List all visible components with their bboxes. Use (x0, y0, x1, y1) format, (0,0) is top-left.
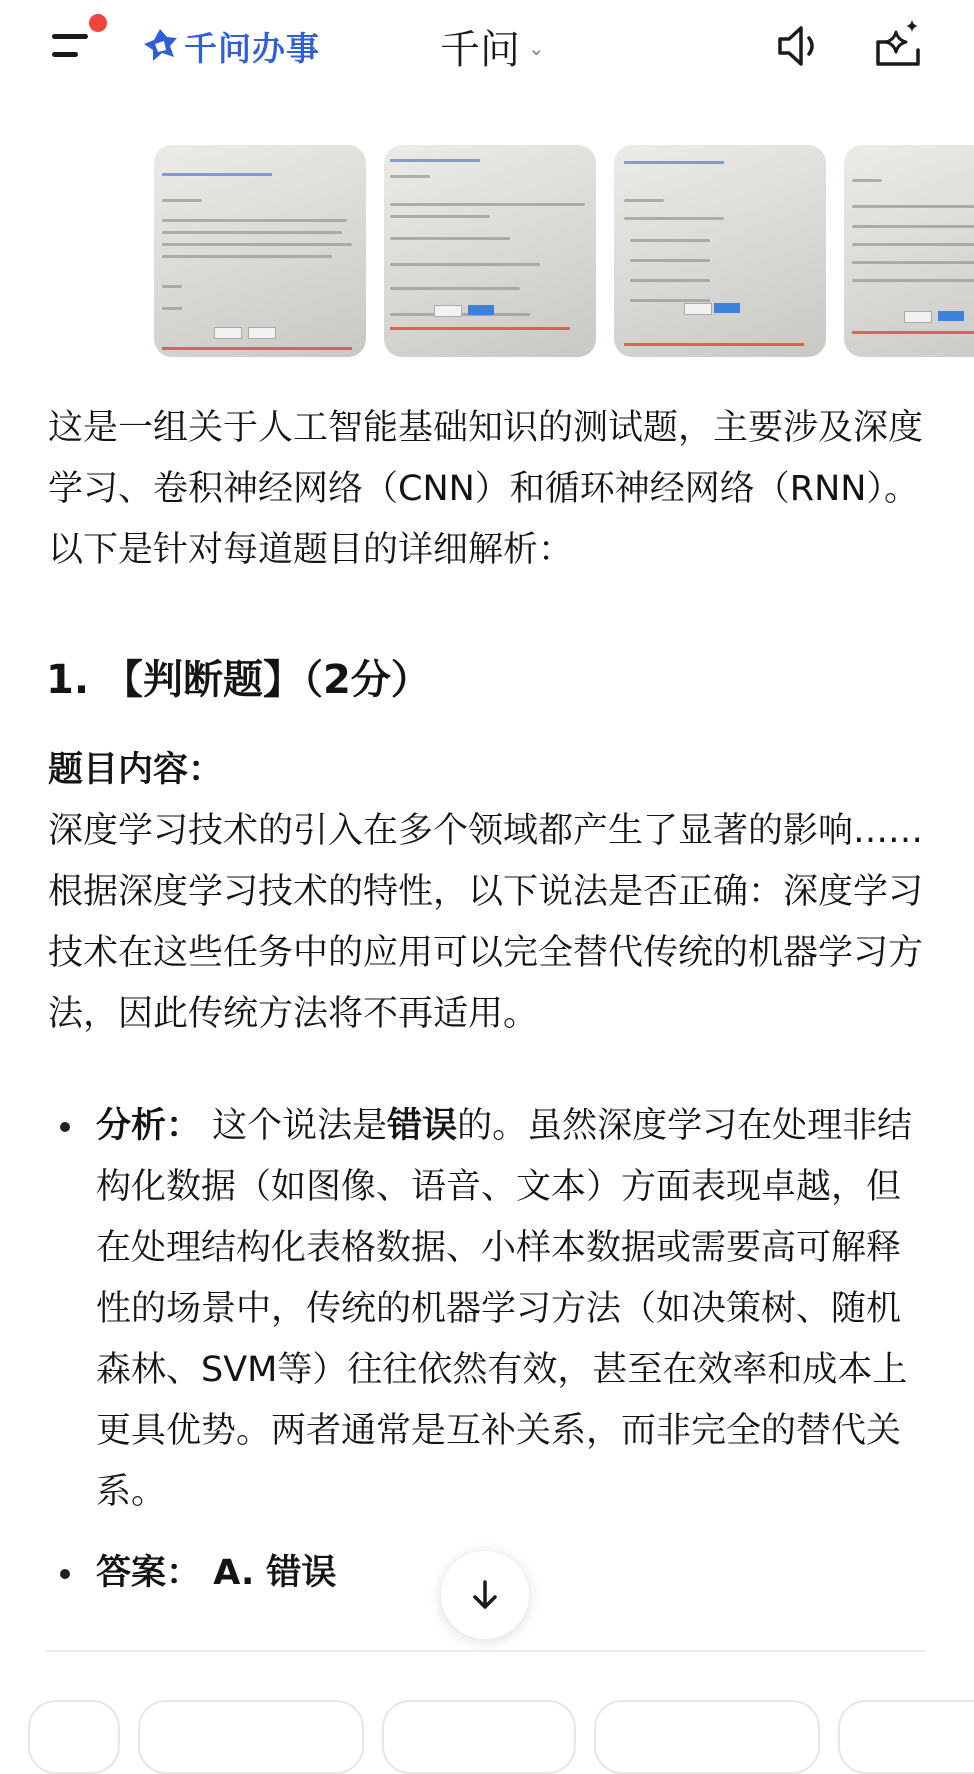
app-header (0, 0, 974, 96)
bullet-dot (60, 1569, 70, 1579)
question-content-label: 题目内容： (48, 750, 224, 790)
page-title: 千问 (440, 26, 520, 73)
analysis-text-bold: 错误 (387, 1106, 458, 1146)
model-selector[interactable] (440, 18, 545, 74)
analysis-item (96, 1096, 926, 1523)
brand-link[interactable] (140, 24, 320, 68)
bullet-dot (60, 1122, 70, 1132)
analysis-text-post: 的。虽然深度学习在处理非结构化数据（如图像、语音、文本）方面表现卓越，但在处理结构化表格数据、小样本数据或需要高可解释性的场景中，传统的机器学习方法（如决策树、随机森林、SVM等）往往依然有效，甚至在效率和成本上更具优势。两者通常是互补关系，而非完全的替代关系。 (96, 1106, 913, 1512)
suggestion-chip[interactable] (138, 1700, 364, 1774)
image-thumbnail[interactable] (844, 145, 974, 357)
intro-paragraph: 这是一组关于人工智能基础知识的测试题，主要涉及深度学习、卷积神经网络（CNN）和循环神经网络（RNN）。以下是针对每道题目的详细解析： (48, 408, 924, 570)
menu-icon (52, 34, 88, 39)
suggestion-chip[interactable] (382, 1700, 576, 1774)
chevron-down-icon: ⌄ (528, 36, 545, 60)
divider (46, 1650, 926, 1652)
speaker-icon[interactable] (772, 20, 824, 72)
image-thumbnail[interactable] (384, 145, 596, 357)
notification-dot (89, 14, 107, 32)
image-thumbnail[interactable] (154, 145, 366, 357)
qianwen-logo-icon (140, 26, 180, 66)
menu-button[interactable] (46, 26, 96, 66)
question-content: 深度学习技术的引入在多个领域都产生了显著的影响……根据深度学习技术的特性，以下说法是否正确：深度学习技术在这些任务中的应用可以完全替代传统的机器学习方法，因此传统方法将不再适用。 (48, 811, 924, 1034)
attached-images (154, 145, 974, 360)
question-heading: 1. 【判断题】（2分） (46, 657, 431, 703)
image-thumbnail[interactable] (614, 145, 826, 357)
answer-value: A. 错误 (201, 1553, 337, 1593)
suggestion-chip[interactable] (594, 1700, 820, 1774)
analysis-label: 分析： (96, 1106, 202, 1146)
sparkle-edit-icon[interactable] (870, 16, 926, 72)
suggestion-chip[interactable] (838, 1700, 974, 1774)
analysis-text-pre: 这个说法是 (201, 1106, 388, 1146)
arrow-down-icon (467, 1577, 503, 1613)
menu-icon-bar (52, 52, 78, 57)
scroll-to-bottom-button[interactable] (441, 1551, 529, 1639)
suggestion-chip[interactable] (28, 1700, 120, 1774)
brand-name: 千问办事 (184, 28, 320, 68)
answer-label: 答案： (96, 1553, 202, 1593)
